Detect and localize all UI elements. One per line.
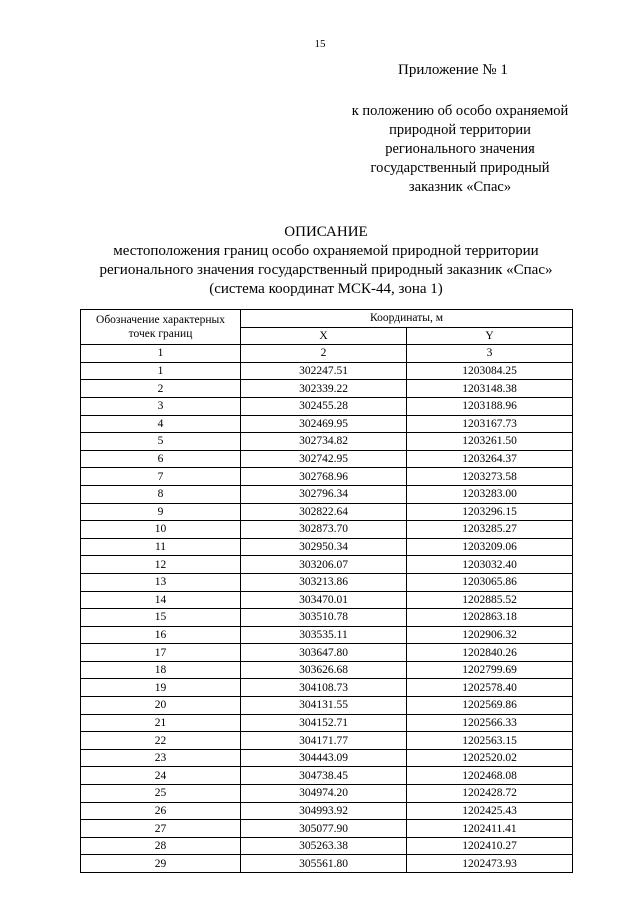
table-body bbox=[81, 362, 573, 872]
point-cell: 17 bbox=[81, 644, 241, 662]
header-x: X bbox=[241, 327, 407, 345]
point-cell: 29 bbox=[81, 855, 241, 873]
table-row bbox=[81, 415, 573, 433]
table-row bbox=[81, 362, 573, 380]
point-cell: 26 bbox=[81, 802, 241, 820]
y-cell: 1203032.40 bbox=[407, 556, 573, 574]
x-cell: 302742.95 bbox=[241, 450, 407, 468]
point-cell: 23 bbox=[81, 749, 241, 767]
appendix-subtitle-line: государственный природный bbox=[370, 160, 550, 176]
x-cell: 304171.77 bbox=[241, 732, 407, 750]
table-row bbox=[81, 485, 573, 503]
table-row bbox=[81, 521, 573, 539]
point-cell: 19 bbox=[81, 679, 241, 697]
x-cell: 303510.78 bbox=[241, 609, 407, 627]
appendix-subtitle-line: к положению об особо охраняемой bbox=[351, 103, 569, 119]
point-cell: 8 bbox=[81, 485, 241, 503]
table-row bbox=[81, 538, 573, 556]
table-row bbox=[81, 468, 573, 486]
point-cell: 6 bbox=[81, 450, 241, 468]
appendix-subtitle-line: природной территории bbox=[389, 122, 531, 138]
y-cell: 1202799.69 bbox=[407, 661, 573, 679]
x-cell: 303206.07 bbox=[241, 556, 407, 574]
x-cell: 302247.51 bbox=[241, 362, 407, 380]
table-row bbox=[81, 820, 573, 838]
table-row bbox=[81, 785, 573, 803]
x-cell: 302768.96 bbox=[241, 468, 407, 486]
point-cell: 16 bbox=[81, 626, 241, 644]
table-row bbox=[81, 609, 573, 627]
point-cell: 11 bbox=[81, 538, 241, 556]
table-row bbox=[81, 626, 573, 644]
y-cell: 1203285.27 bbox=[407, 521, 573, 539]
x-cell: 304131.55 bbox=[241, 697, 407, 715]
table-row bbox=[81, 433, 573, 451]
document-heading bbox=[0, 223, 640, 299]
appendix-subtitle-line: заказник «Спас» bbox=[408, 179, 512, 195]
y-cell: 1202411.41 bbox=[407, 820, 573, 838]
table-row bbox=[81, 802, 573, 820]
header-coordinates: Координаты, м bbox=[241, 310, 573, 328]
column-number: 1 bbox=[81, 345, 241, 363]
column-number: 3 bbox=[407, 345, 573, 363]
point-cell: 22 bbox=[81, 732, 241, 750]
y-cell: 1202840.26 bbox=[407, 644, 573, 662]
y-cell: 1202563.15 bbox=[407, 732, 573, 750]
heading-line: регионального значения государственный природный заказник «Спас» bbox=[99, 262, 553, 278]
header-designation-line: точек границ bbox=[128, 328, 193, 341]
point-cell: 3 bbox=[81, 397, 241, 415]
point-cell: 7 bbox=[81, 468, 241, 486]
point-cell: 21 bbox=[81, 714, 241, 732]
x-cell: 303213.86 bbox=[241, 573, 407, 591]
header-designation bbox=[81, 310, 241, 345]
y-cell: 1203148.38 bbox=[407, 380, 573, 398]
y-cell: 1202428.72 bbox=[407, 785, 573, 803]
table-row bbox=[81, 697, 573, 715]
y-cell: 1202906.32 bbox=[407, 626, 573, 644]
heading-line: ОПИСАНИЕ bbox=[284, 224, 368, 240]
point-cell: 14 bbox=[81, 591, 241, 609]
y-cell: 1202569.86 bbox=[407, 697, 573, 715]
x-cell: 304974.20 bbox=[241, 785, 407, 803]
point-cell: 9 bbox=[81, 503, 241, 521]
point-cell: 10 bbox=[81, 521, 241, 539]
table-row bbox=[81, 573, 573, 591]
point-cell: 25 bbox=[81, 785, 241, 803]
table-row bbox=[81, 661, 573, 679]
table-row bbox=[81, 732, 573, 750]
y-cell: 1202885.52 bbox=[407, 591, 573, 609]
column-number: 2 bbox=[241, 345, 407, 363]
point-cell: 27 bbox=[81, 820, 241, 838]
y-cell: 1202566.33 bbox=[407, 714, 573, 732]
heading-line: (система координат МСК-44, зона 1) bbox=[209, 281, 443, 297]
coordinates-table bbox=[80, 309, 573, 873]
y-cell: 1202425.43 bbox=[407, 802, 573, 820]
x-cell: 304993.92 bbox=[241, 802, 407, 820]
table-row bbox=[81, 591, 573, 609]
x-cell: 302455.28 bbox=[241, 397, 407, 415]
y-cell: 1202468.08 bbox=[407, 767, 573, 785]
y-cell: 1203065.86 bbox=[407, 573, 573, 591]
table-row bbox=[81, 837, 573, 855]
y-cell: 1202473.93 bbox=[407, 855, 573, 873]
table-row bbox=[81, 679, 573, 697]
point-cell: 15 bbox=[81, 609, 241, 627]
table-row bbox=[81, 380, 573, 398]
y-cell: 1202863.18 bbox=[407, 609, 573, 627]
x-cell: 305077.90 bbox=[241, 820, 407, 838]
appendix-subtitle bbox=[332, 102, 588, 197]
y-cell: 1203283.00 bbox=[407, 485, 573, 503]
point-cell: 24 bbox=[81, 767, 241, 785]
y-cell: 1202410.27 bbox=[407, 837, 573, 855]
x-cell: 302734.82 bbox=[241, 433, 407, 451]
x-cell: 302873.70 bbox=[241, 521, 407, 539]
point-cell: 5 bbox=[81, 433, 241, 451]
page-number: 15 bbox=[314, 38, 326, 50]
point-cell: 13 bbox=[81, 573, 241, 591]
table-row bbox=[81, 644, 573, 662]
y-cell: 1203084.25 bbox=[407, 362, 573, 380]
table-row bbox=[81, 855, 573, 873]
y-cell: 1202520.02 bbox=[407, 749, 573, 767]
y-cell: 1203264.37 bbox=[407, 450, 573, 468]
y-cell: 1203209.06 bbox=[407, 538, 573, 556]
x-cell: 302796.34 bbox=[241, 485, 407, 503]
table-row bbox=[81, 450, 573, 468]
point-cell: 4 bbox=[81, 415, 241, 433]
point-cell: 28 bbox=[81, 837, 241, 855]
y-cell: 1203261.50 bbox=[407, 433, 573, 451]
point-cell: 18 bbox=[81, 661, 241, 679]
x-cell: 303647.80 bbox=[241, 644, 407, 662]
x-cell: 304152.71 bbox=[241, 714, 407, 732]
table-header-row bbox=[81, 310, 573, 328]
y-cell: 1203188.96 bbox=[407, 397, 573, 415]
y-cell: 1203167.73 bbox=[407, 415, 573, 433]
appendix-title: Приложение № 1 bbox=[398, 62, 508, 78]
point-cell: 12 bbox=[81, 556, 241, 574]
table-row bbox=[81, 767, 573, 785]
x-cell: 302339.22 bbox=[241, 380, 407, 398]
point-cell: 1 bbox=[81, 362, 241, 380]
table-row bbox=[81, 749, 573, 767]
column-number-row bbox=[81, 345, 573, 363]
table-row bbox=[81, 397, 573, 415]
x-cell: 305263.38 bbox=[241, 837, 407, 855]
table-row bbox=[81, 503, 573, 521]
header-designation-line: Обозначение характерных bbox=[96, 314, 225, 327]
y-cell: 1203296.15 bbox=[407, 503, 573, 521]
point-cell: 20 bbox=[81, 697, 241, 715]
x-cell: 303626.68 bbox=[241, 661, 407, 679]
point-cell: 2 bbox=[81, 380, 241, 398]
x-cell: 302950.34 bbox=[241, 538, 407, 556]
x-cell: 304108.73 bbox=[241, 679, 407, 697]
table-row bbox=[81, 556, 573, 574]
x-cell: 304443.09 bbox=[241, 749, 407, 767]
heading-line: местоположения границ особо охраняемой природной территории bbox=[113, 243, 539, 259]
x-cell: 305561.80 bbox=[241, 855, 407, 873]
x-cell: 304738.45 bbox=[241, 767, 407, 785]
x-cell: 303470.01 bbox=[241, 591, 407, 609]
x-cell: 302822.64 bbox=[241, 503, 407, 521]
x-cell: 302469.95 bbox=[241, 415, 407, 433]
header-y: Y bbox=[407, 327, 573, 345]
y-cell: 1202578.40 bbox=[407, 679, 573, 697]
x-cell: 303535.11 bbox=[241, 626, 407, 644]
y-cell: 1203273.58 bbox=[407, 468, 573, 486]
appendix-subtitle-line: регионального значения bbox=[385, 141, 535, 157]
table-row bbox=[81, 714, 573, 732]
